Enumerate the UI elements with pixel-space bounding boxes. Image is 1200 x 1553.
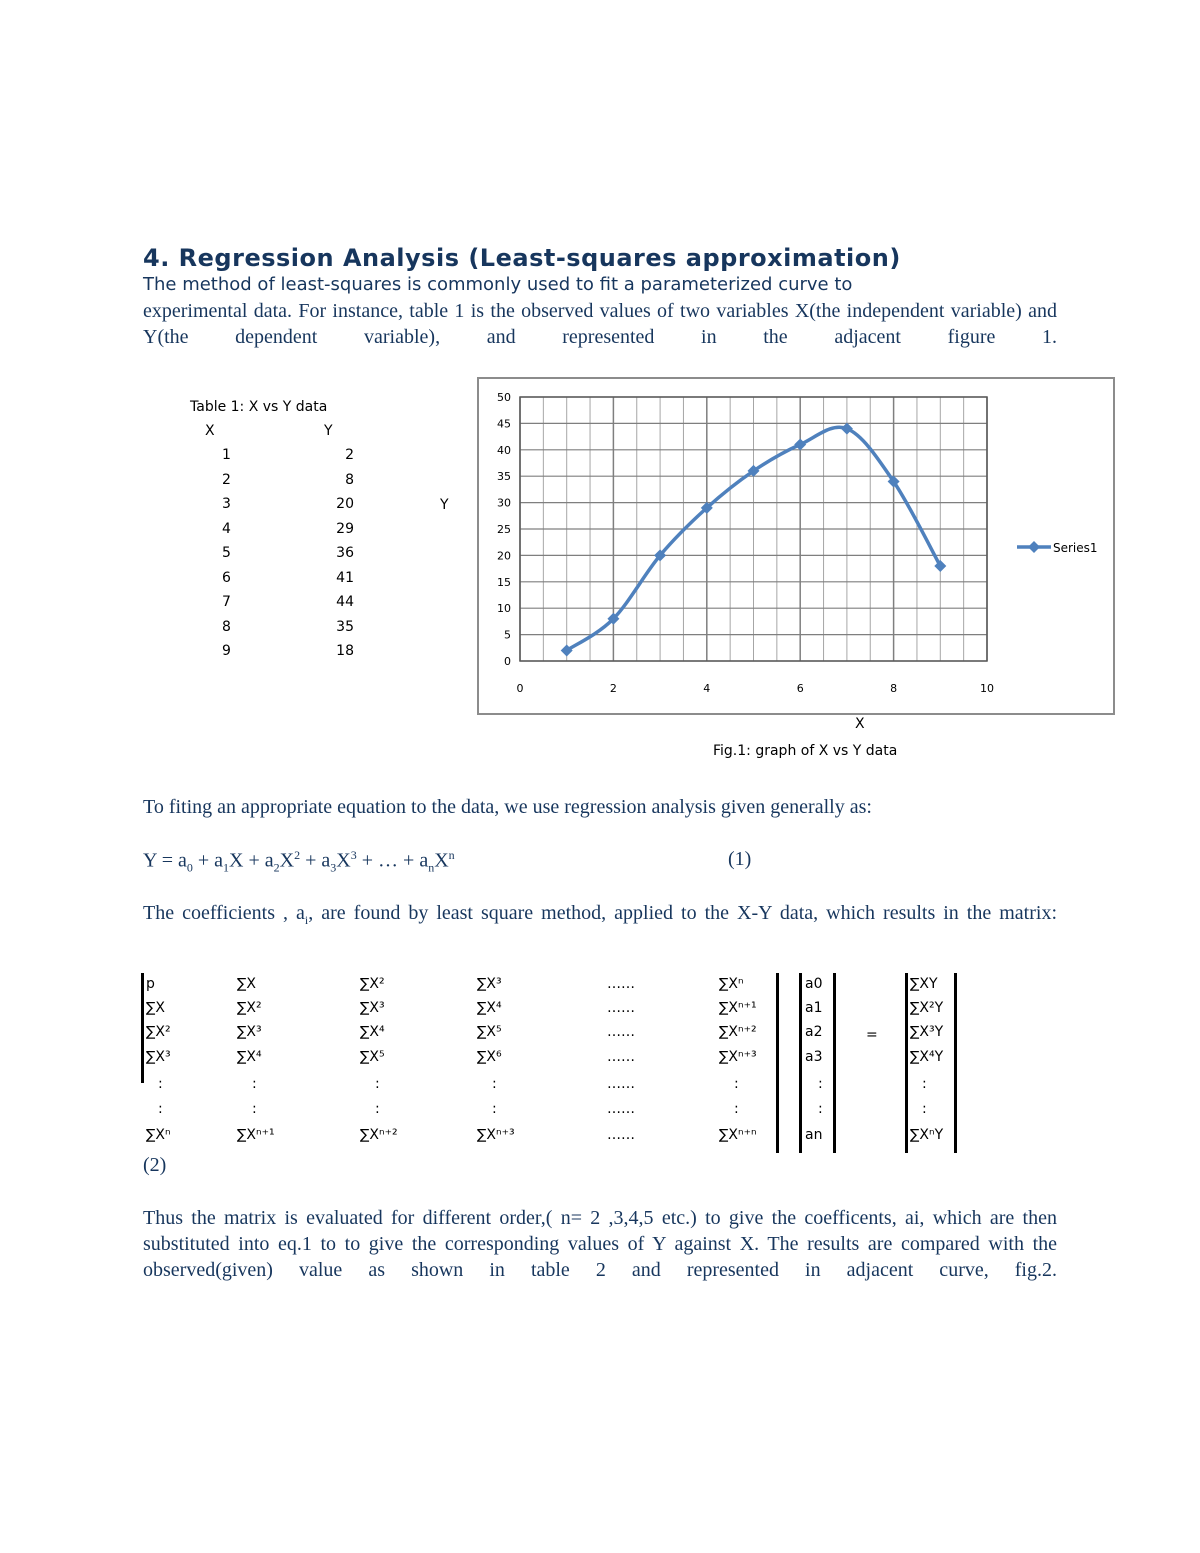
matrix-cell: ∑X² xyxy=(237,1000,262,1016)
matrix-cell: …… xyxy=(607,1101,635,1117)
matrix-right-bracket xyxy=(776,973,779,1153)
matrix-left-bracket xyxy=(141,973,144,1083)
section-heading: 4. Regression Analysis (Least-squares approximation) xyxy=(143,244,901,272)
vector-a-left-bracket xyxy=(799,973,802,1153)
regression-equation: $Y = a_0 + a_1X + a_2X^2 + a_3X^3$ + … + $a_nX^n$ xyxy=(143,848,455,875)
vector-rhs-entry: : xyxy=(922,1076,927,1092)
matrix-cell: ∑Xⁿ xyxy=(146,1127,171,1143)
table1-cell-x: 2 xyxy=(222,471,231,488)
matrix-cell: : xyxy=(252,1076,257,1092)
table1-title: Table 1: X vs Y data xyxy=(190,399,328,415)
data-point-marker xyxy=(794,439,806,451)
matrix-equals-sign: = xyxy=(866,1027,878,1043)
intro-paragraph: experimental data. For instance, table 1 is the observed values of two variables X(the independent variable) and Y(the dependent variable), and represented in the adjacent figure 1. xyxy=(143,300,1057,348)
matrix-cell: ∑Xⁿ⁺² xyxy=(360,1127,398,1143)
matrix-cell: : xyxy=(252,1101,257,1117)
y-tick-label: 15 xyxy=(497,575,511,589)
matrix-cell: ∑Xⁿ⁺¹ xyxy=(719,1000,757,1016)
matrix-cell: ∑Xⁿ⁺² xyxy=(719,1024,757,1040)
matrix-cell: ∑X³ xyxy=(237,1024,262,1040)
vector-a-entry: a2 xyxy=(805,1024,823,1040)
legend-marker xyxy=(1028,541,1040,553)
matrix-cell: ∑X³ xyxy=(477,976,502,992)
matrix-cell: ∑Xⁿ xyxy=(719,976,744,992)
matrix-cell: : xyxy=(375,1101,380,1117)
vector-rhs-entry: ∑XY xyxy=(910,976,938,992)
intro-line-1: The method of least-squares is commonly used to fit a parameterized curve to xyxy=(143,274,853,295)
table1-cell-x: 8 xyxy=(222,618,231,635)
vector-rhs-left-bracket xyxy=(905,973,908,1153)
vector-rhs-entry: : xyxy=(922,1101,927,1117)
matrix-cell: : xyxy=(734,1101,739,1117)
matrix-cell: ∑Xⁿ⁺¹ xyxy=(237,1127,275,1143)
table1-cell-x: 1 xyxy=(222,447,231,463)
matrix-cell: ∑X xyxy=(237,976,257,992)
matrix-cell: p xyxy=(146,976,155,992)
conclusion-paragraph: Thus the matrix is evaluated for different order,( n= 2 ,3,4,5 etc.) to give the coefficents, ai, which are then substituted into eq.1 to to give the corresponding values of Y against X. The results are compared with the observed(given) value as shown in table 2 and represented in adjacent curve, fig.2. xyxy=(143,1207,1057,1281)
table1-cell-y: 2 xyxy=(345,447,354,463)
vector-rhs-entry: ∑X³Y xyxy=(910,1024,944,1040)
data-point-marker xyxy=(841,423,853,435)
vector-a-entry: a3 xyxy=(805,1049,823,1065)
matrix-cell: : xyxy=(492,1101,497,1117)
matrix-cell: ∑X⁵ xyxy=(360,1049,385,1065)
coefficients-paragraph: The coefficients , $a_i$, are found by least square method, applied to the X-Y data, which results in the matrix: xyxy=(143,902,1058,927)
table1-cell-x: 6 xyxy=(222,569,231,586)
legend-label: Series1 xyxy=(1053,541,1098,555)
vector-rhs-entry: ∑X²Y xyxy=(910,1000,944,1016)
matrix-cell: …… xyxy=(607,1024,635,1040)
matrix-cell: ∑X³ xyxy=(146,1049,171,1065)
matrix-cell: ∑X² xyxy=(360,976,385,992)
table1-cell-y: 8 xyxy=(345,471,354,488)
y-tick-label: 5 xyxy=(504,628,511,642)
matrix-cell: ∑X⁴ xyxy=(477,1000,502,1016)
matrix-cell: ∑Xⁿ⁺³ xyxy=(719,1049,757,1065)
table1-header-x: X xyxy=(205,423,215,439)
x-tick-label: 4 xyxy=(703,682,711,695)
table1-cell-y: 29 xyxy=(336,520,354,537)
matrix-cell: ∑X³ xyxy=(360,1000,385,1016)
y-tick-label: 30 xyxy=(497,496,511,510)
equation-number-1: (1) xyxy=(728,848,752,870)
matrix-cell: : xyxy=(375,1076,380,1092)
matrix-cell: …… xyxy=(607,1127,635,1143)
vector-a-right-bracket xyxy=(833,973,836,1153)
matrix-cell: ∑Xⁿ⁺³ xyxy=(477,1127,515,1143)
table1-cell-x: 9 xyxy=(222,643,231,659)
table1-cell-y: 35 xyxy=(336,618,354,635)
matrix-cell: ∑Xⁿ⁺ⁿ xyxy=(719,1127,757,1143)
matrix-cell: ∑X⁴ xyxy=(360,1024,385,1040)
x-tick-label: 10 xyxy=(980,682,994,695)
table1-cell-x: 7 xyxy=(222,594,231,610)
table1-cell-x: 5 xyxy=(222,545,231,561)
vector-a-entry: an xyxy=(805,1127,823,1143)
table1-cell-y: 44 xyxy=(336,594,354,610)
y-tick-label: 45 xyxy=(497,417,511,431)
fit-intro-text: To fiting an appropriate equation to the data, we use regression analysis given generally as: xyxy=(143,796,872,818)
y-tick-label: 25 xyxy=(497,523,511,536)
x-tick-label: 0 xyxy=(516,682,524,695)
vector-rhs-entry: ∑XⁿY xyxy=(910,1127,944,1143)
equation-number-2: (2) xyxy=(143,1154,167,1176)
chart-y-axis-label: Y xyxy=(440,497,449,513)
matrix-cell: ∑X⁴ xyxy=(237,1049,262,1065)
vector-a-entry: a1 xyxy=(805,1000,823,1016)
matrix-cell: : xyxy=(158,1101,163,1117)
matrix-cell: …… xyxy=(607,976,635,992)
matrix-cell: ∑X² xyxy=(146,1024,171,1040)
vector-rhs-entry: ∑X⁴Y xyxy=(910,1049,944,1065)
vector-rhs-right-bracket xyxy=(954,973,957,1153)
y-tick-label: 20 xyxy=(497,549,511,563)
figure1-caption: Fig.1: graph of X vs Y data xyxy=(713,743,898,759)
table1-header-y: Y xyxy=(324,423,333,439)
matrix-cell: ∑X⁵ xyxy=(477,1024,502,1040)
y-tick-label: 0 xyxy=(504,655,511,668)
table1-cell-y: 41 xyxy=(336,569,354,586)
table1-cell-y: 18 xyxy=(336,643,354,659)
table1-cell-y: 36 xyxy=(336,545,354,561)
table1-cell-y: 20 xyxy=(336,496,354,512)
matrix-cell: …… xyxy=(607,1076,635,1092)
matrix-cell: : xyxy=(734,1076,739,1092)
matrix-cell: …… xyxy=(607,1049,635,1065)
y-tick-label: 50 xyxy=(497,391,511,404)
table1-cell-x: 3 xyxy=(222,496,231,512)
matrix-cell: ∑X⁶ xyxy=(477,1049,502,1065)
y-tick-label: 40 xyxy=(497,443,511,457)
matrix-cell: ∑X xyxy=(146,1000,166,1016)
x-tick-label: 6 xyxy=(796,682,804,695)
vector-a-entry: : xyxy=(818,1076,823,1092)
matrix-cell: …… xyxy=(607,1000,635,1016)
chart-x-axis-label: X xyxy=(855,716,865,732)
matrix-cell: : xyxy=(158,1076,163,1092)
x-tick-label: 8 xyxy=(890,682,898,695)
vector-a-entry: : xyxy=(818,1101,823,1117)
x-tick-label: 2 xyxy=(609,682,617,695)
y-tick-label: 35 xyxy=(497,470,511,484)
chart-frame xyxy=(477,377,1115,715)
matrix-cell: : xyxy=(492,1076,497,1092)
table1-cell-x: 4 xyxy=(222,520,231,537)
y-tick-label: 10 xyxy=(497,602,511,616)
xy-line-chart xyxy=(479,379,1113,713)
vector-a-entry: a0 xyxy=(805,976,823,992)
